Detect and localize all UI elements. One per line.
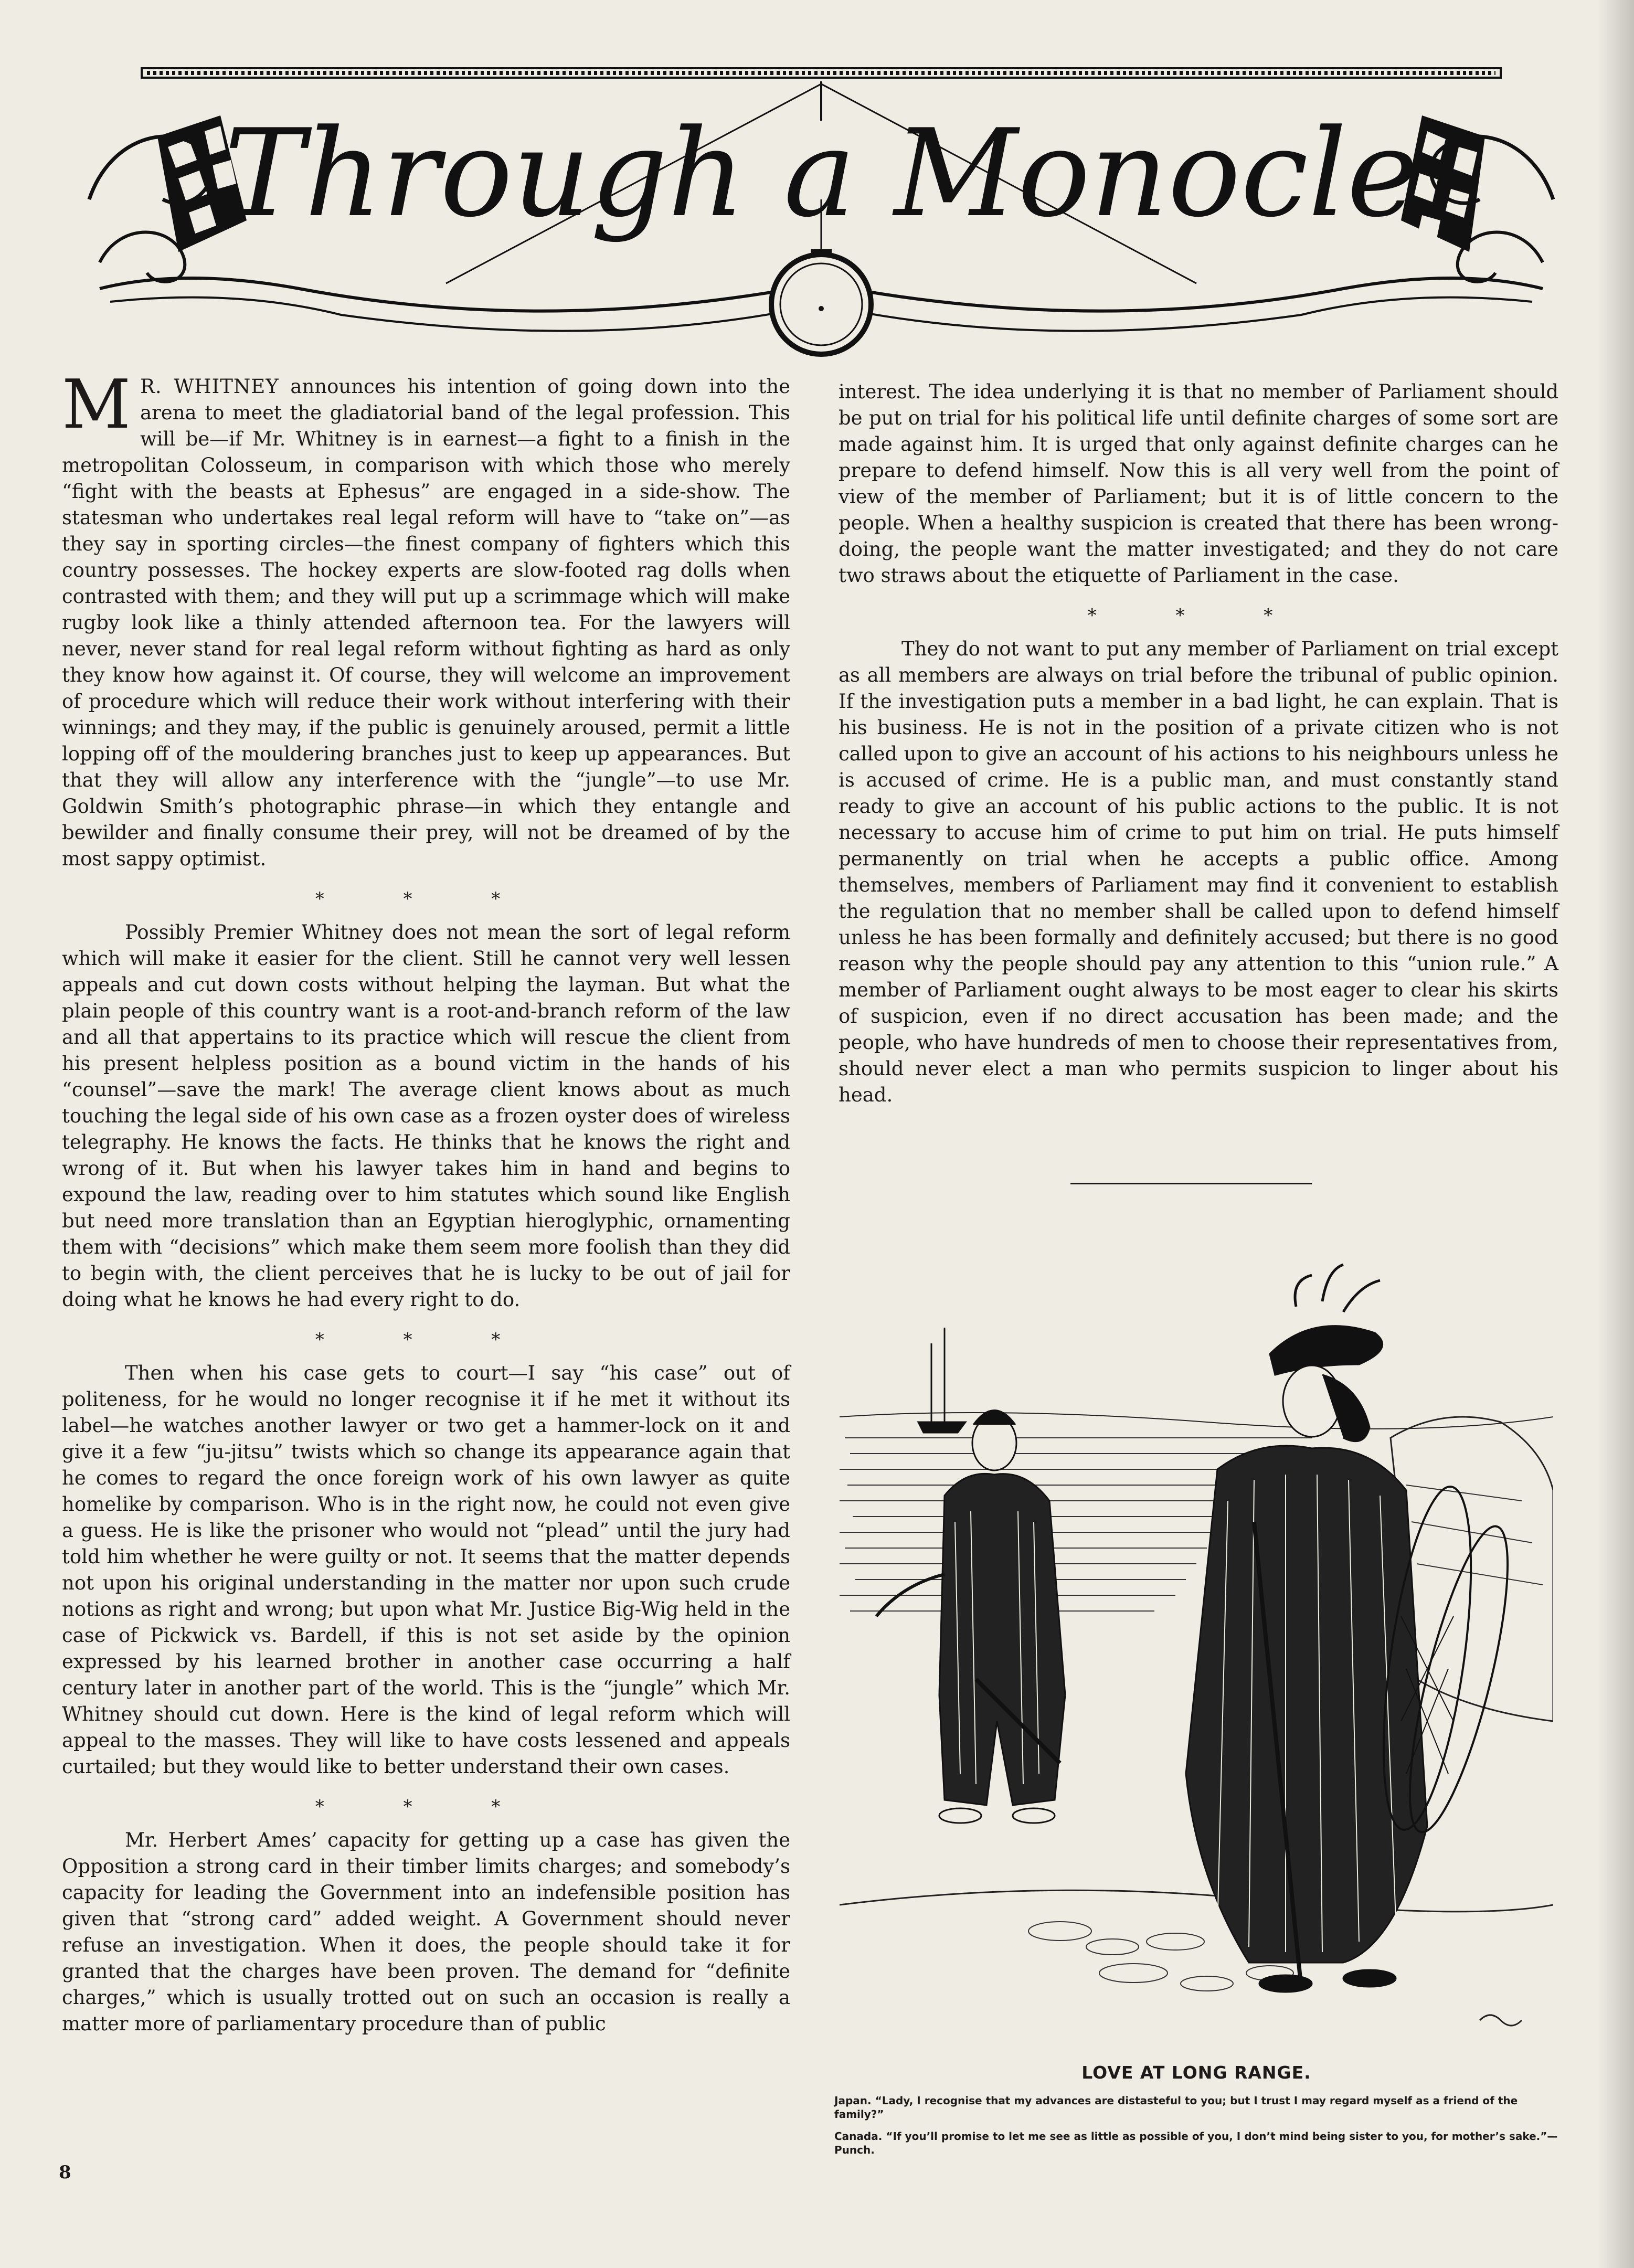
drop-cap: M [62, 366, 131, 444]
canada-line: “If you’ll promise to let me see as little as possible of you, I don’t mind being sister to you, for mother’s sake.”—Punch. [834, 2130, 1558, 2156]
cartoon-title: LOVE AT LONG RANGE. [1081, 2062, 1311, 2083]
canada-figure [1186, 1265, 1527, 1992]
left-paragraph-1 [62, 366, 790, 872]
masthead-title: Through a Monocle [224, 104, 1418, 244]
cartoon-caption-canada [834, 2129, 1558, 2157]
section-separator: * * * [315, 1796, 537, 1817]
divider-rule [1070, 1183, 1312, 1184]
right-paragraph-2: They do not want to put any member of Parliament on trial except as all members are always on trial before the tribunal of public opinion. If the investigation puts a member in a bad light, he can explain. That is his business. He is not in the position of a private citizen who is not called upon to give an account of his actions to his neighbours unless he is accused of crime. He is a public man, and must constantly stand ready to give an account of his public actions to the public. It is not necessary to accuse him of crime to put him on trial. He puts himself permanently on trial when he accepts a public office. Among themselves, members of Parliament may find it convenient to establish the regulation that no member shall be called upon to defend himself unless he has been formally and definitely accused; but there is no good reason why the people should pay any attention to this “union rule.” A member of Parliament ought always to be most eager to clear his skirts of suspicion, even if no direct accusation has been made; and the people, who have hundreds of men to choose their representatives from, should never elect a man who permits suspicion to linger about his head. [839, 638, 1558, 1106]
page-number: 8 [59, 2162, 71, 2183]
left-paragraph-3: Then when his case gets to court—I say “his case” out of politeness, for he would no longer recognise it if he met it without its label—he watches another lawyer or two get a hammer-lock on it and give it a few “ju-jitsu” twists which so change its appearance again that he comes to regard the once foreign work of his own lawyer as quite homelike by comparison. Who is in the right now, he could not even give a guess. He is like the prisoner who would not “plead” until the jury had told him whether he were guilty or not. It seems that the matter depends not upon his original understanding in the matter nor upon such crude notions as right and wrong; but upon what Mr. Justice Big-Wig held in the case of Pickwick vs. Bardell, if this is not set aside by the opinion expressed by his learned brother in another case occurring a half century later in another part of the world. This is the “jungle” which Mr. Whitney should cut down. Here is the kind of legal reform which will appeal to the masses. They will like to have costs lessened and appeals curtailed; but they would like to better understand their own cases. [62, 1362, 790, 1778]
masthead-ornament [79, 42, 1564, 362]
page-edge-shadow [1597, 0, 1634, 2268]
speaker-japan: Japan. [834, 2094, 872, 2107]
section-separator: * * * [315, 1329, 537, 1350]
sailboat-icon [918, 1328, 965, 1433]
cartoon-caption-japan [834, 2094, 1558, 2121]
cartoon-svg [840, 1249, 1553, 2057]
left-column [62, 366, 790, 2037]
lead-in: R. WHITNEY [140, 375, 279, 398]
speaker-canada: Canada. [834, 2130, 883, 2143]
japan-line: “Lady, I recognise that my advances are distasteful to you; but I trust I may regard myself as a friend of the family?” [834, 2094, 1518, 2121]
left-paragraph-4: Mr. Herbert Ames’ capacity for getting up a case has given the Opposition a strong card in their timber limits charges; and somebody’s capacity for leading the Government into an indefensible position has given that “strong card” added weight. A Government should never refuse an investigation. When it does, the people should take it for granted that the charges have been proven. The demand for “definite charges,” which is usually trotted out on such an occasion is really a matter more of parliamentary procedure than of public [62, 1829, 790, 2035]
monocle-icon [771, 249, 871, 354]
japan-figure [876, 1411, 1065, 1824]
section-separator: * * * [315, 888, 537, 909]
left-paragraph-1-text: announces his intention of going down into the arena to meet the gladiatorial band of the legal profession. This will be—if Mr. Whitney is in earnest—a fight to a finish in the metropolitan Colosseum, in comparison with which those who merely “fight with the beasts at Ephesus” are engaged in a side-show. The statesman who undertakes real legal reform will have to “take on”—as they say in sporting circles—the finest company of fighters which this country possesses. The hockey experts are slow-footed rag dolls when contrasted with them; and they will put up a scrimmage which will make rugby look like a thinly attended afternoon tea. For the lawyers will never, never stand for real legal reform without fighting as hard as only they know how against it. Of course, they will welcome an improvement of procedure which will reduce their work without interfering with their winnings; and they may, if the public is genuinely aroused, permit a little lopping off of the mouldering branches just to keep up appearances. But that they will allow any interference with the “jungle”—to use Mr. Goldwin Smith’s photographic phrase—in which they entangle and bewilder and finally consume their prey, will not be dreamed of by the most sappy optimist. [62, 375, 790, 870]
left-paragraph-2: Possibly Premier Whitney does not mean the sort of legal reform which will make it easier for the client. Still he cannot very well lessen appeals and cut down costs without helping the layman. But what the plain people of this country want is a root-and-branch reform of the law and all that appertains to its practice which will rescue the client from his present helpless position as a bound victim in the hands of his “counsel”—save the mark! The average client knows about as much touching the legal side of his own case as a frozen oyster does of wireless telegraphy. He knows the facts. He thinks that he knows the right and wrong of it. But when his lawyer takes him in hand and begins to expound the law, reading over to him statutes which sound like English but need more translation than an Egyptian hieroglyphic, ornamenting them with “decisions” which make them seem more foolish than they did to begin with, the client perceives that he is lucky to be out of jail for doing what he knows he had every right to do. [62, 921, 790, 1311]
right-column [839, 379, 1558, 1108]
right-paragraph-1: interest. The idea underlying it is that no member of Parliament should be put on trial for his political life until definite charges of some sort are made against him. It is urged that only against definite charges can he prepare to defend himself. Now this is all very well from the point of view of the member of Parliament; but it is of little concern to the people. When a healthy suspicion is created that there has been wrong-doing, the people want the matter investigated; and they do not care two straws about the etiquette of Parliament in the case. [839, 380, 1558, 587]
section-separator: * * * [1087, 605, 1310, 626]
masthead-svg [79, 42, 1564, 362]
cartoon-illustration [840, 1249, 1553, 2057]
